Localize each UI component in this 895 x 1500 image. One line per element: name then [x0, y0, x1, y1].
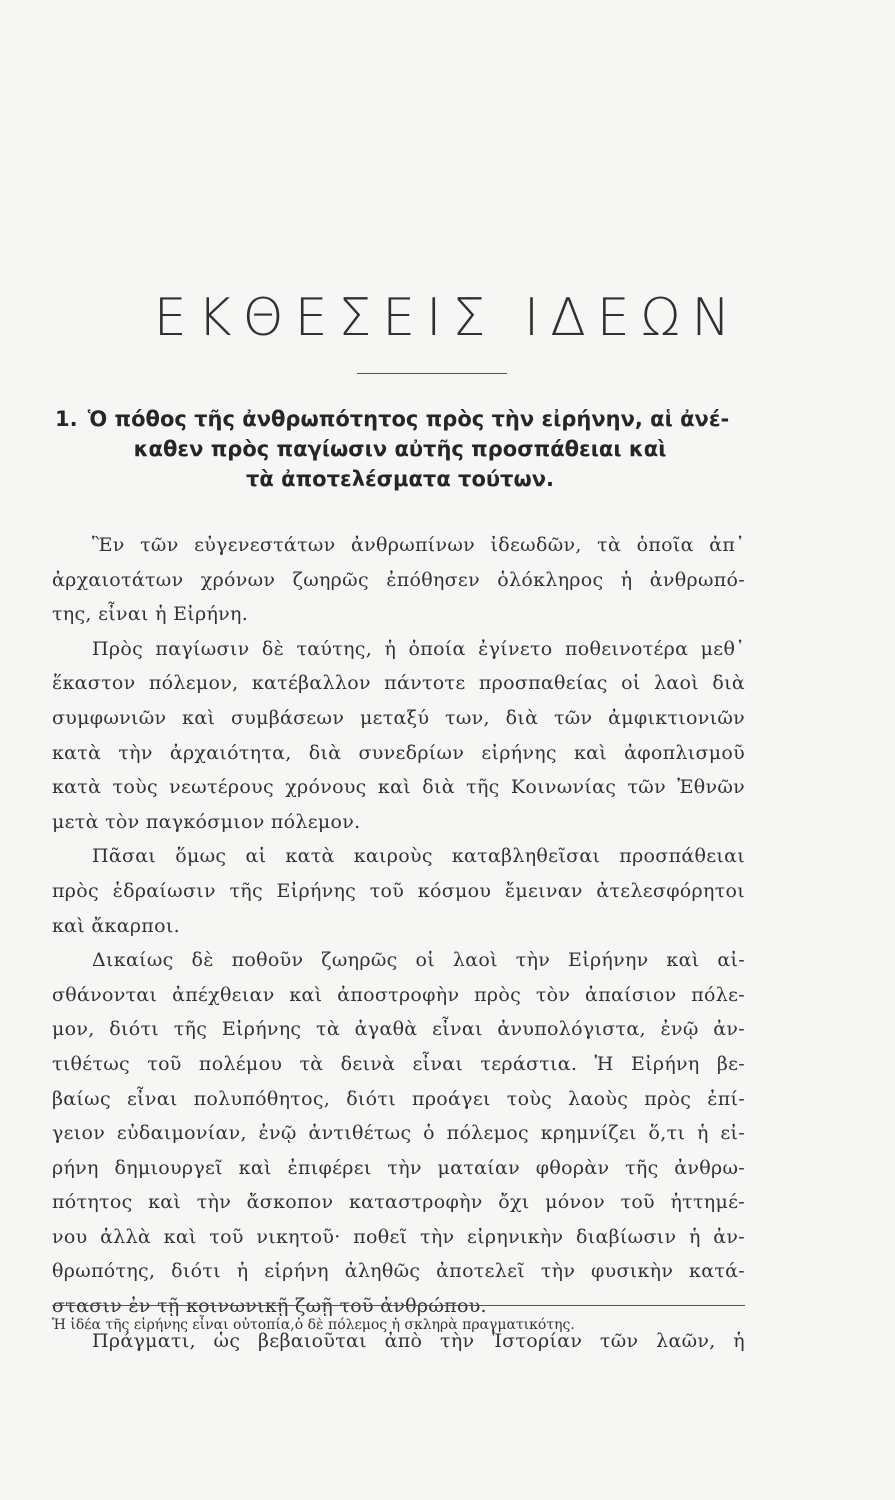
text-line: μετὰ τὸν παγκόσμιον πόλεμον.	[52, 810, 361, 833]
text-line: στασιν ἐν τῇ κοινωνικῇ ζωῇ τοῦ ἀνθρώπου.	[52, 1295, 487, 1318]
text-line: Πράγματι, ὡς βεβαιοῦται ἀπὸ τὴν Ἱστορίαν τῶν λαῶν, ἡ	[92, 1329, 745, 1352]
text-line: νου ἀλλὰ καὶ τοῦ νικητοῦ· ποθεῖ τὴν εἰρηνικὴν διαβίωσιν ἡ ἀν-	[52, 1225, 745, 1248]
text-line: Δικαίως δὲ ποθοῦν ζωηρῶς οἱ λαοὶ τὴν Εἰρήνην καὶ αἰ-	[92, 949, 745, 972]
section-heading-line: καθεν πρὸς παγίωσιν αὐτῆς προσπάθειαι καὶ	[133, 437, 667, 461]
text-line: Πρὸς παγίωσιν δὲ ταύτης, ἡ ὁποία ἐγίνετο ποθεινοτέρα μεθ᾿	[92, 637, 745, 660]
text-line: κατὰ τοὺς νεωτέρους χρόνους καὶ διὰ τῆς Κοινωνίας τῶν Ἐθνῶν	[52, 776, 745, 799]
text-line: Πᾶσαι ὅμως αἱ κατὰ καιροὺς καταβληθεῖσαι προσπάθειαι	[92, 845, 745, 868]
text-line: βαίως εἶναι πολυπόθητος, διότι προάγει τοὺς λαοὺς πρὸς ἐπί-	[52, 1087, 745, 1110]
page-title: ΕΚΘΕΣΕΙΣ ΙΔΕΩΝ	[153, 288, 742, 348]
text-line: θρωπότης, διότι ἡ εἰρήνη ἀληθῶς ἀποτελεῖ τὴν φυσικὴν κατά-	[52, 1260, 745, 1283]
text-line: κατὰ τὴν ἀρχαιότητα, διὰ συνεδρίων εἰρήνης καὶ ἀφοπλισμοῦ	[52, 741, 745, 764]
text-line: μον, διότι τῆς Εἰρήνης τὰ ἀγαθὰ εἶναι ἀνυπολόγιστα, ἐνῷ ἀν-	[52, 1018, 745, 1041]
section-heading-line: τὰ ἀποτελέσματα τούτων.	[246, 467, 554, 491]
footnote-divider	[52, 1305, 745, 1306]
section-heading-line	[55, 404, 745, 434]
section-number: 1.	[55, 407, 78, 431]
text-line: καὶ ἄκαρποι.	[52, 914, 180, 937]
section-heading-text: Ὁ πόθος τῆς ἀνθρωπότητος πρὸς τὴν εἰρήνην, αἱ ἀνέ-	[87, 407, 730, 431]
title-divider	[357, 373, 507, 374]
text-line: πότητος καὶ τὴν ἄσκοπον καταστροφὴν ὄχι μόνον τοῦ ἡττημέ-	[52, 1191, 745, 1214]
text-line: Ἓν τῶν εὐγενεστάτων ἀνθρωπίνων ἰδεωδῶν, τὰ ὁποῖα ἀπ᾿	[92, 534, 745, 556]
text-line: σθάνονται ἀπέχθειαν καὶ ἀποστροφὴν πρὸς τὸν ἀπαίσιον πόλε-	[52, 983, 745, 1006]
text-line: ἕκαστον πόλεμον, κατέβαλλον πάντοτε προσπαθείας οἱ λαοὶ διὰ	[52, 672, 745, 695]
text-line: πρὸς ἑδραίωσιν τῆς Εἰρήνης τοῦ κόσμου ἔμειναν ἀτελεσφόρητοι	[52, 879, 745, 902]
text-line: της, εἶναι ἡ Εἰρήνη.	[52, 603, 249, 626]
essay-body	[52, 528, 745, 1358]
text-line: συμφωνιῶν καὶ συμβάσεων μεταξύ των, διὰ τῶν ἀμφικτιονιῶν	[52, 706, 745, 729]
text-line: ἀρχαιοτάτων χρόνων ζωηρῶς ἐπόθησεν ὁλόκληρος ἡ ἀνθρωπό-	[52, 568, 745, 591]
section-heading	[55, 404, 745, 494]
footnote: Ἡ ἰδέα τῆς εἰρήνης εἶναι οὐτοπία,ὁ δὲ πόλεμος ἡ σκληρὰ πραγματικότης.	[52, 1317, 575, 1333]
text-line: γειον εὐδαιμονίαν, ἐνῷ ἀντιθέτως ὁ πόλεμος κρημνίζει ὅ,τι ἡ εἰ-	[52, 1122, 745, 1145]
text-line: τιθέτως τοῦ πολέμου τὰ δεινὰ εἶναι τεράστια. Ἡ Εἰρήνη βε-	[52, 1052, 745, 1075]
text-line: ρήνη δημιουργεῖ καὶ ἐπιφέρει τὴν ματαίαν φθορὰν τῆς ἀνθρω-	[52, 1156, 745, 1179]
